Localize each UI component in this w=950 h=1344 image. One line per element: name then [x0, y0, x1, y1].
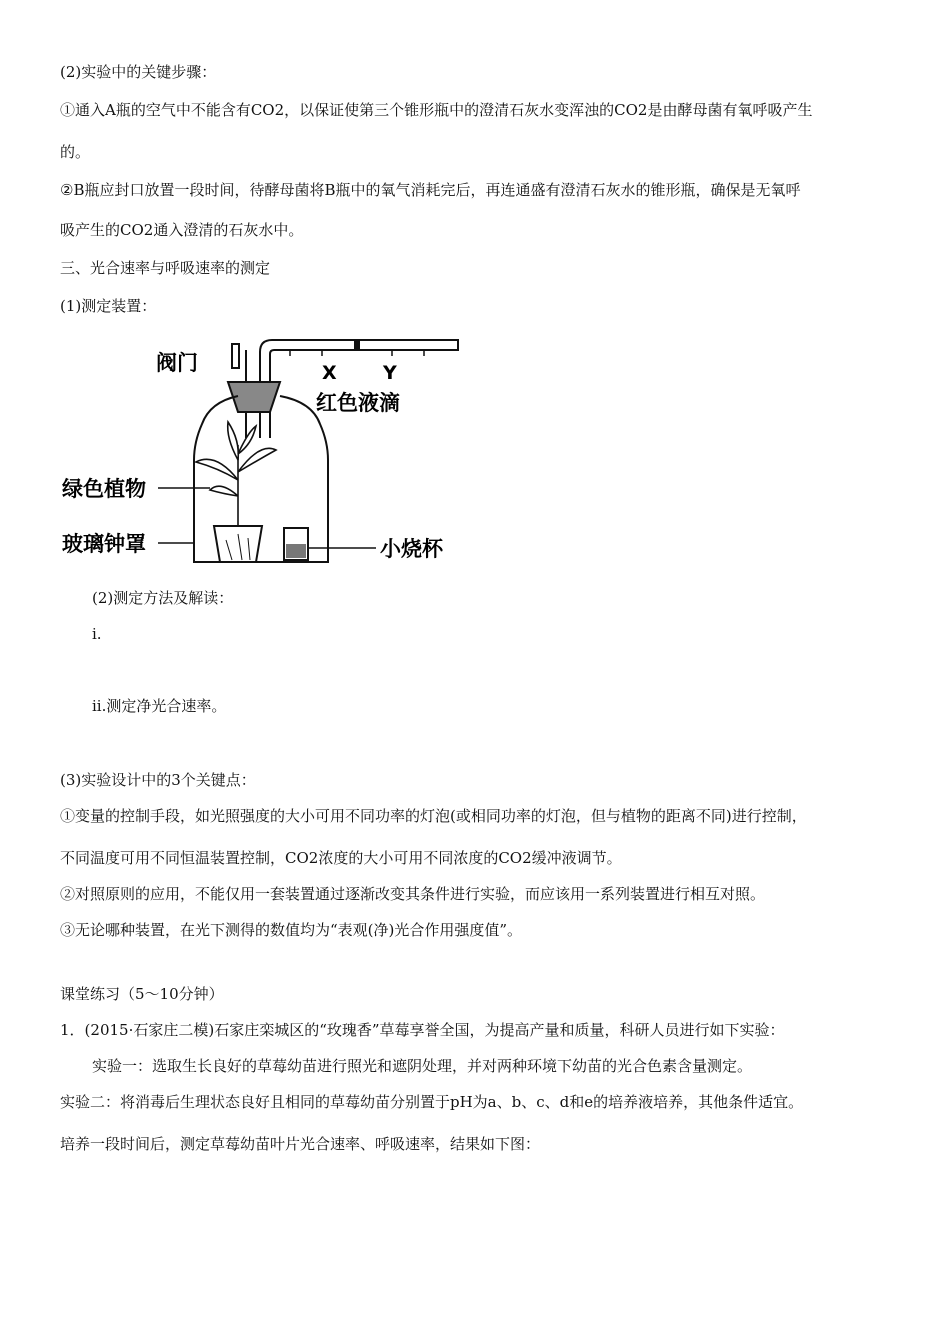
- valve-icon: [232, 344, 239, 368]
- keypoint-1-line-2: 不同温度可用不同恒温装置控制，CO2浓度的大小可用不同浓度的CO2缓冲液调节。: [60, 849, 622, 867]
- label-red-droplet: 红色液滴: [316, 391, 400, 415]
- step-2-line-1: ②B瓶应封口放置一段时间，待酵母菌将B瓶中的氧气消耗完后，再连通盛有澄清石灰水的锥形瓶，确保是无氧呼: [60, 181, 801, 199]
- practice-heading: 课堂练习（5～10分钟）: [60, 985, 224, 1003]
- method-item-ii: ii.测定净光合速率。: [92, 697, 227, 715]
- label-x: X: [322, 362, 337, 384]
- label-y: Y: [383, 362, 397, 384]
- flower-pot: [214, 526, 262, 562]
- keypoint-3: ③无论哪种装置，在光下测得的数值均为“表观(净)光合作用强度值”。: [60, 921, 523, 939]
- section-3-title: 三、光合速率与呼吸速率的测定: [60, 259, 271, 277]
- step-1-line-1: ①通入A瓶的空气中不能含有CO2，以保证使第三个锥形瓶中的澄清石灰水变浑浊的CO2是由酵母菌有氧呼吸产生: [60, 101, 813, 119]
- step-1-line-2: 的。: [60, 143, 91, 161]
- question-1: 1．(2015·石家庄二模)石家庄栾城区的“玫瑰香”草莓享誉全国，为提高产量和质量，科研人员进行如下实验：: [60, 1021, 785, 1039]
- label-green-plant: 绿色植物: [62, 477, 146, 501]
- measurement-apparatus-figure: [60, 330, 465, 565]
- label-bell-jar: 玻璃钟罩: [62, 532, 146, 556]
- method-item-i: i.: [92, 625, 102, 643]
- keypoint-1-line-1: ①变量的控制手段，如光照强度的大小可用不同功率的灯泡(或相同功率的灯泡，但与植物的距离不同)进行控制，: [60, 807, 807, 825]
- red-droplet: [354, 340, 360, 350]
- step-2-line-2: 吸产生的CO2通入澄清的石灰水中。: [60, 221, 304, 239]
- section-2-heading: (2)实验中的关键步骤：: [60, 63, 217, 81]
- experiment-3: 培养一段时间后，测定草莓幼苗叶片光合速率、呼吸速率，结果如下图：: [60, 1135, 541, 1153]
- keypoints-heading: (3)实验设计中的3个关键点：: [60, 771, 256, 789]
- experiment-1: 实验一：选取生长良好的草莓幼苗进行照光和遮阴处理，并对两种环境下幼苗的光合色素含量测定。: [92, 1057, 753, 1075]
- experiment-2: 实验二：将消毒后生理状态良好且相同的草莓幼苗分别置于pH为a、b、c、d和e的培养液培养，其他条件适宜。: [60, 1093, 804, 1111]
- device-heading: (1)测定装置：: [60, 297, 157, 315]
- label-valve: 阀门: [156, 351, 198, 375]
- label-small-beaker: 小烧杯: [380, 537, 443, 561]
- keypoint-2: ②对照原则的应用，不能仅用一套装置通过逐渐改变其条件进行实验，而应该用一系列装置进行相互对照。: [60, 885, 766, 903]
- method-heading: (2)测定方法及解读：: [92, 589, 234, 607]
